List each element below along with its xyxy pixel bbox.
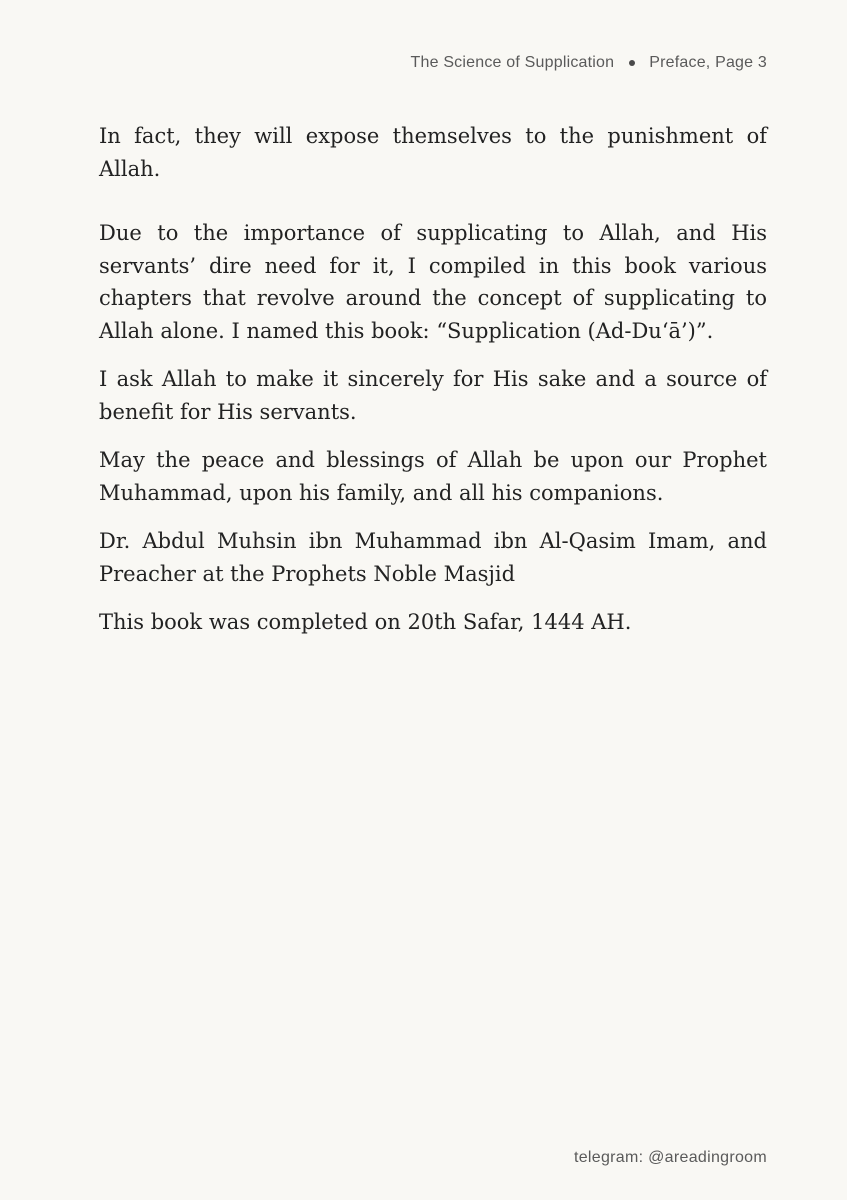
paragraph-completion-date: This book was completed on 20th Safar, 1444 AH. — [99, 610, 632, 634]
header-section: Preface, Page 3 — [649, 54, 767, 71]
paragraph-blessings: May the peace and blessings of Allah be upon our Prophet Muhammad, upon his family, and all his companions. — [99, 448, 767, 505]
footer-credit: telegram: @areadingroom — [573, 1149, 767, 1166]
paragraph-punishment: In fact, they will expose themselves to the punishment of Allah. — [99, 124, 767, 181]
paragraph-author: Dr. Abdul Muhsin ibn Muhammad ibn Al-Qasim Imam, and Preacher at the Prophets Noble Masjid — [99, 529, 767, 586]
page-body — [99, 120, 767, 639]
bullet-separator-icon — [629, 60, 635, 66]
paragraph-importance: Due to the importance of supplicating to Allah, and His servants’ dire need for it, I compiled in this book various chapters that revolve around the concept of supplicating to Allah alone. I named this book: “Supplication (Ad-Du‘ā’)”. — [99, 221, 767, 343]
paragraph-sincerity: I ask Allah to make it sincerely for His sake and a source of benefit for His servants. — [99, 367, 767, 424]
header-book-title: The Science of Supplication — [410, 54, 615, 71]
running-header — [411, 54, 768, 72]
